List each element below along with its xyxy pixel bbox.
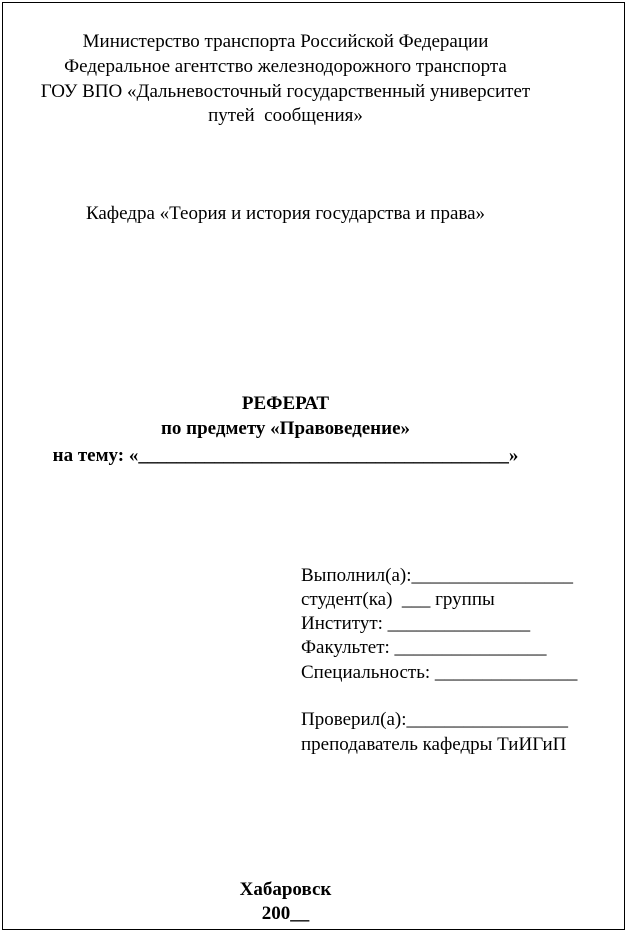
document-page [2,2,625,930]
university-line-1: ГОУ ВПО «Дальневосточный государственный университет [40,81,531,102]
faculty-line: Факультет: ________________ [301,637,547,658]
teacher-line: преподаватель кафедры ТиИГиП [301,734,567,755]
institute-line: Институт: _______________ [301,613,531,634]
subject-line: по предмету «Правоведение» [160,418,411,439]
checked-by-line: Проверил(а):_________________ [301,709,569,730]
agency-line: Федеральное агентство железнодорожного транспорта [64,56,507,77]
university-line-2: путей сообщения» [208,105,363,126]
ministry-line: Министерство транспорта Российской Федерации [82,31,489,52]
city-line: Хабаровск [239,879,332,900]
department-line: Кафедра «Теория и история государства и права» [85,203,486,224]
topic-line: на тему: «_______________________________________» [52,445,519,466]
student-line: студент(ка) ___ группы [301,589,495,610]
year-line: 200__ [261,903,310,924]
document-title: РЕФЕРАТ [241,393,330,414]
specialty-line: Специальность: _______________ [301,662,578,683]
performed-by-line: Выполнил(а):_________________ [301,565,574,586]
